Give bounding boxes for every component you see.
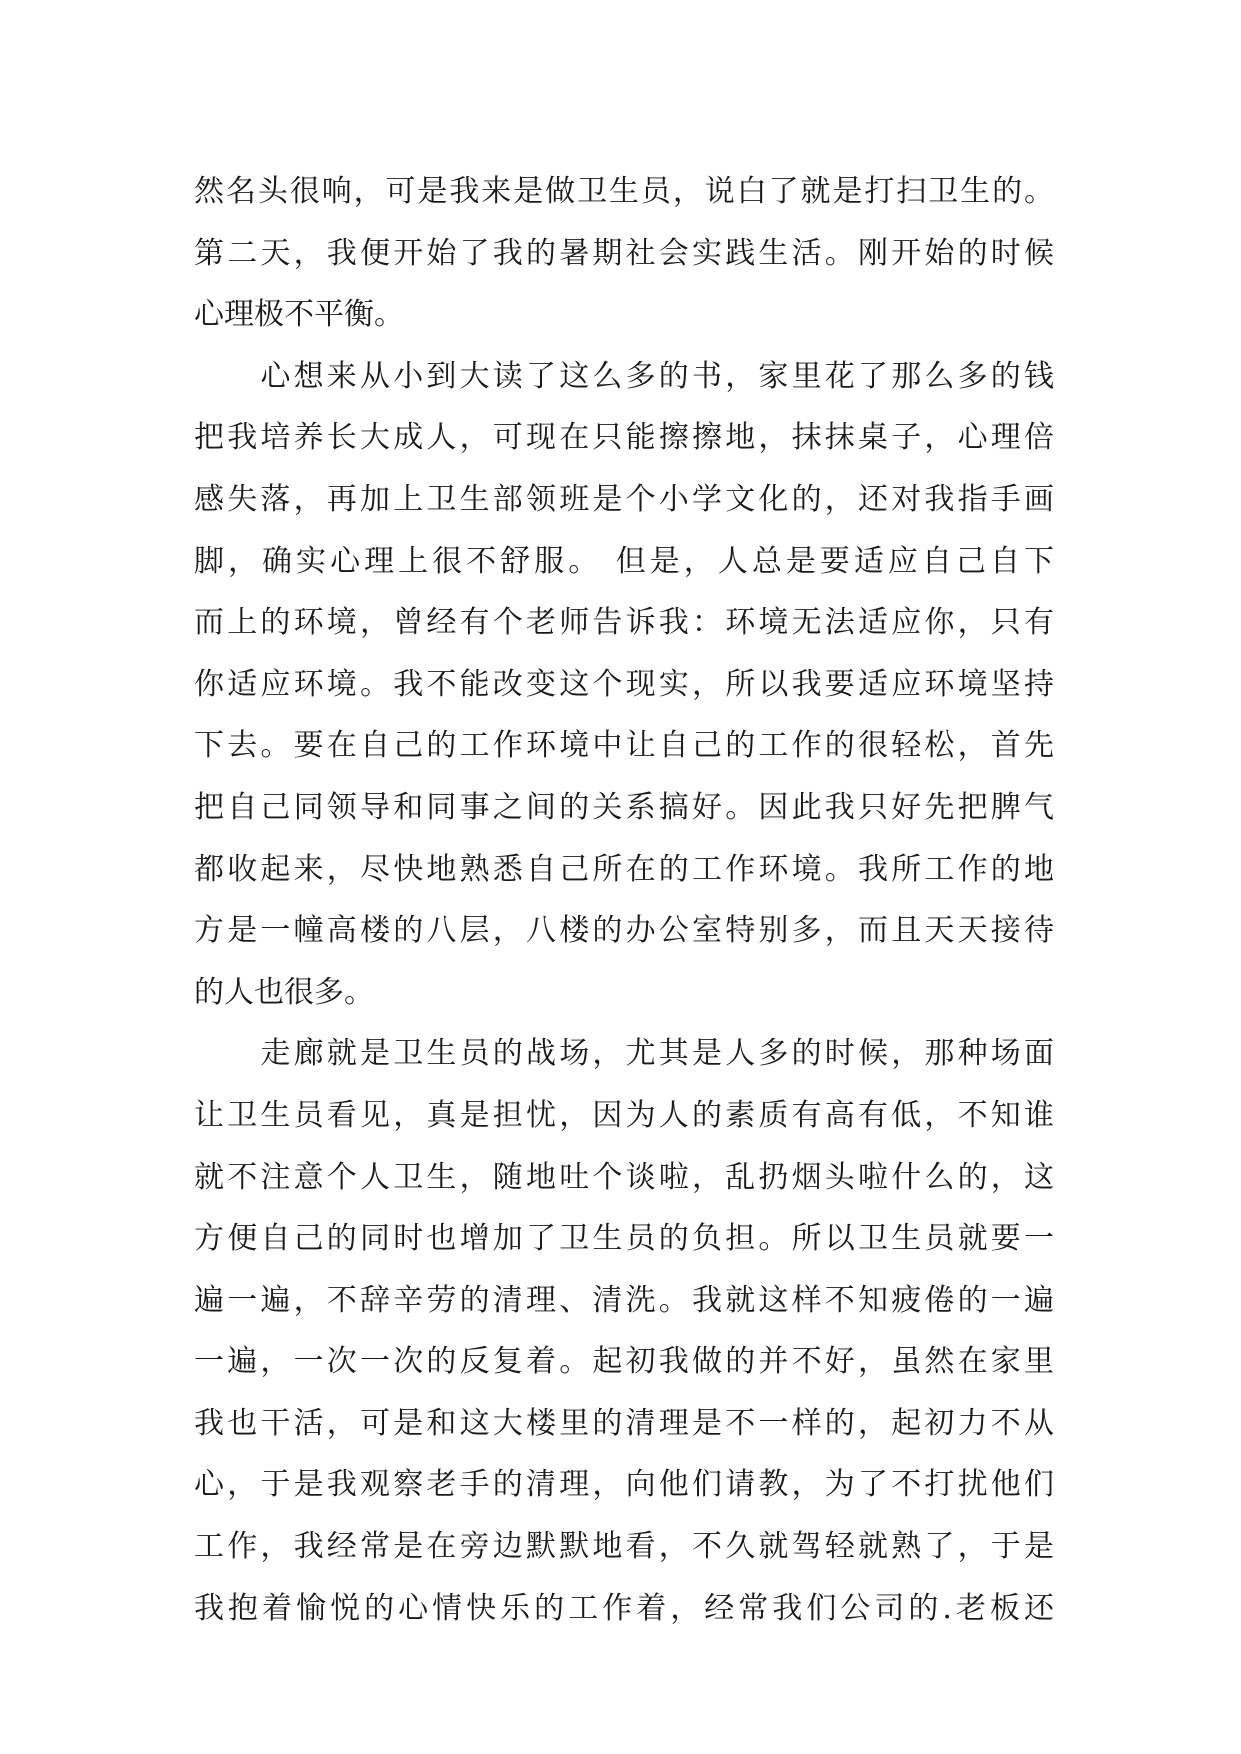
text-line: 脚，确实心理上很不舒服。 但是，人总是要适应自己自下 [194, 543, 1054, 579]
text-line: 走廊就是卫生员的战场，尤其是人多的时候，那种场面 [194, 1036, 1054, 1072]
text-line: 第二天，我便开始了我的暑期社会实践生活。刚开始的时候 [194, 235, 1054, 271]
text-line: 我抱着愉悦的心情快乐的工作着，经常我们公司的.老板还 [194, 1590, 1054, 1626]
text-line: 把我培养长大成人，可现在只能擦擦地，抹抹桌子，心理倍 [194, 420, 1054, 456]
text-line: 感失落，再加上卫生部领班是个小学文化的，还对我指手画 [194, 481, 1054, 517]
text-line: 心想来从小到大读了这么多的书，家里花了那么多的钱 [194, 358, 1054, 394]
text-line: 工作，我经常是在旁边默默地看，不久就驾轻就熟了，于是 [194, 1529, 1054, 1565]
text-line: 遍一遍，不辞辛劳的清理、清洗。我就这样不知疲倦的一遍 [194, 1282, 1054, 1318]
text-line: 方是一幢高楼的八层，八楼的办公室特别多，而且天天接待 [194, 913, 1054, 949]
text-line: 我也干活，可是和这大楼里的清理是不一样的，起初力不从 [194, 1405, 1054, 1441]
text-line: 方便自己的同时也增加了卫生员的负担。所以卫生员就要一 [194, 1221, 1054, 1257]
text-line: 的人也很多。 [194, 974, 374, 1010]
text-line: 你适应环境。我不能改变这个现实，所以我要适应环境坚持 [194, 666, 1054, 702]
text-line: 一遍，一次一次的反复着。起初我做的并不好，虽然在家里 [194, 1344, 1054, 1380]
body-text [194, 161, 1054, 1639]
text-line: 心，于是我观察老手的清理，向他们请教，为了不打扰他们 [194, 1467, 1054, 1503]
text-line: 都收起来，尽快地熟悉自己所在的工作环境。我所工作的地 [194, 851, 1054, 887]
text-line: 下去。要在自己的工作环境中让自己的工作的很轻松，首先 [194, 728, 1054, 764]
text-line: 心理极不平衡。 [194, 297, 404, 333]
text-line: 让卫生员看见，真是担忧，因为人的素质有高有低，不知谁 [194, 1097, 1054, 1133]
text-line: 把自己同领导和同事之间的关系搞好。因此我只好先把脾气 [194, 789, 1054, 825]
text-line: 就不注意个人卫生，随地吐个谈啦，乱扔烟头啦什么的，这 [194, 1159, 1054, 1195]
text-line: 然名头很响，可是我来是做卫生员，说白了就是打扫卫生的。 [194, 174, 1054, 209]
text-line: 而上的环境，曾经有个老师告诉我：环境无法适应你，只有 [194, 605, 1054, 641]
